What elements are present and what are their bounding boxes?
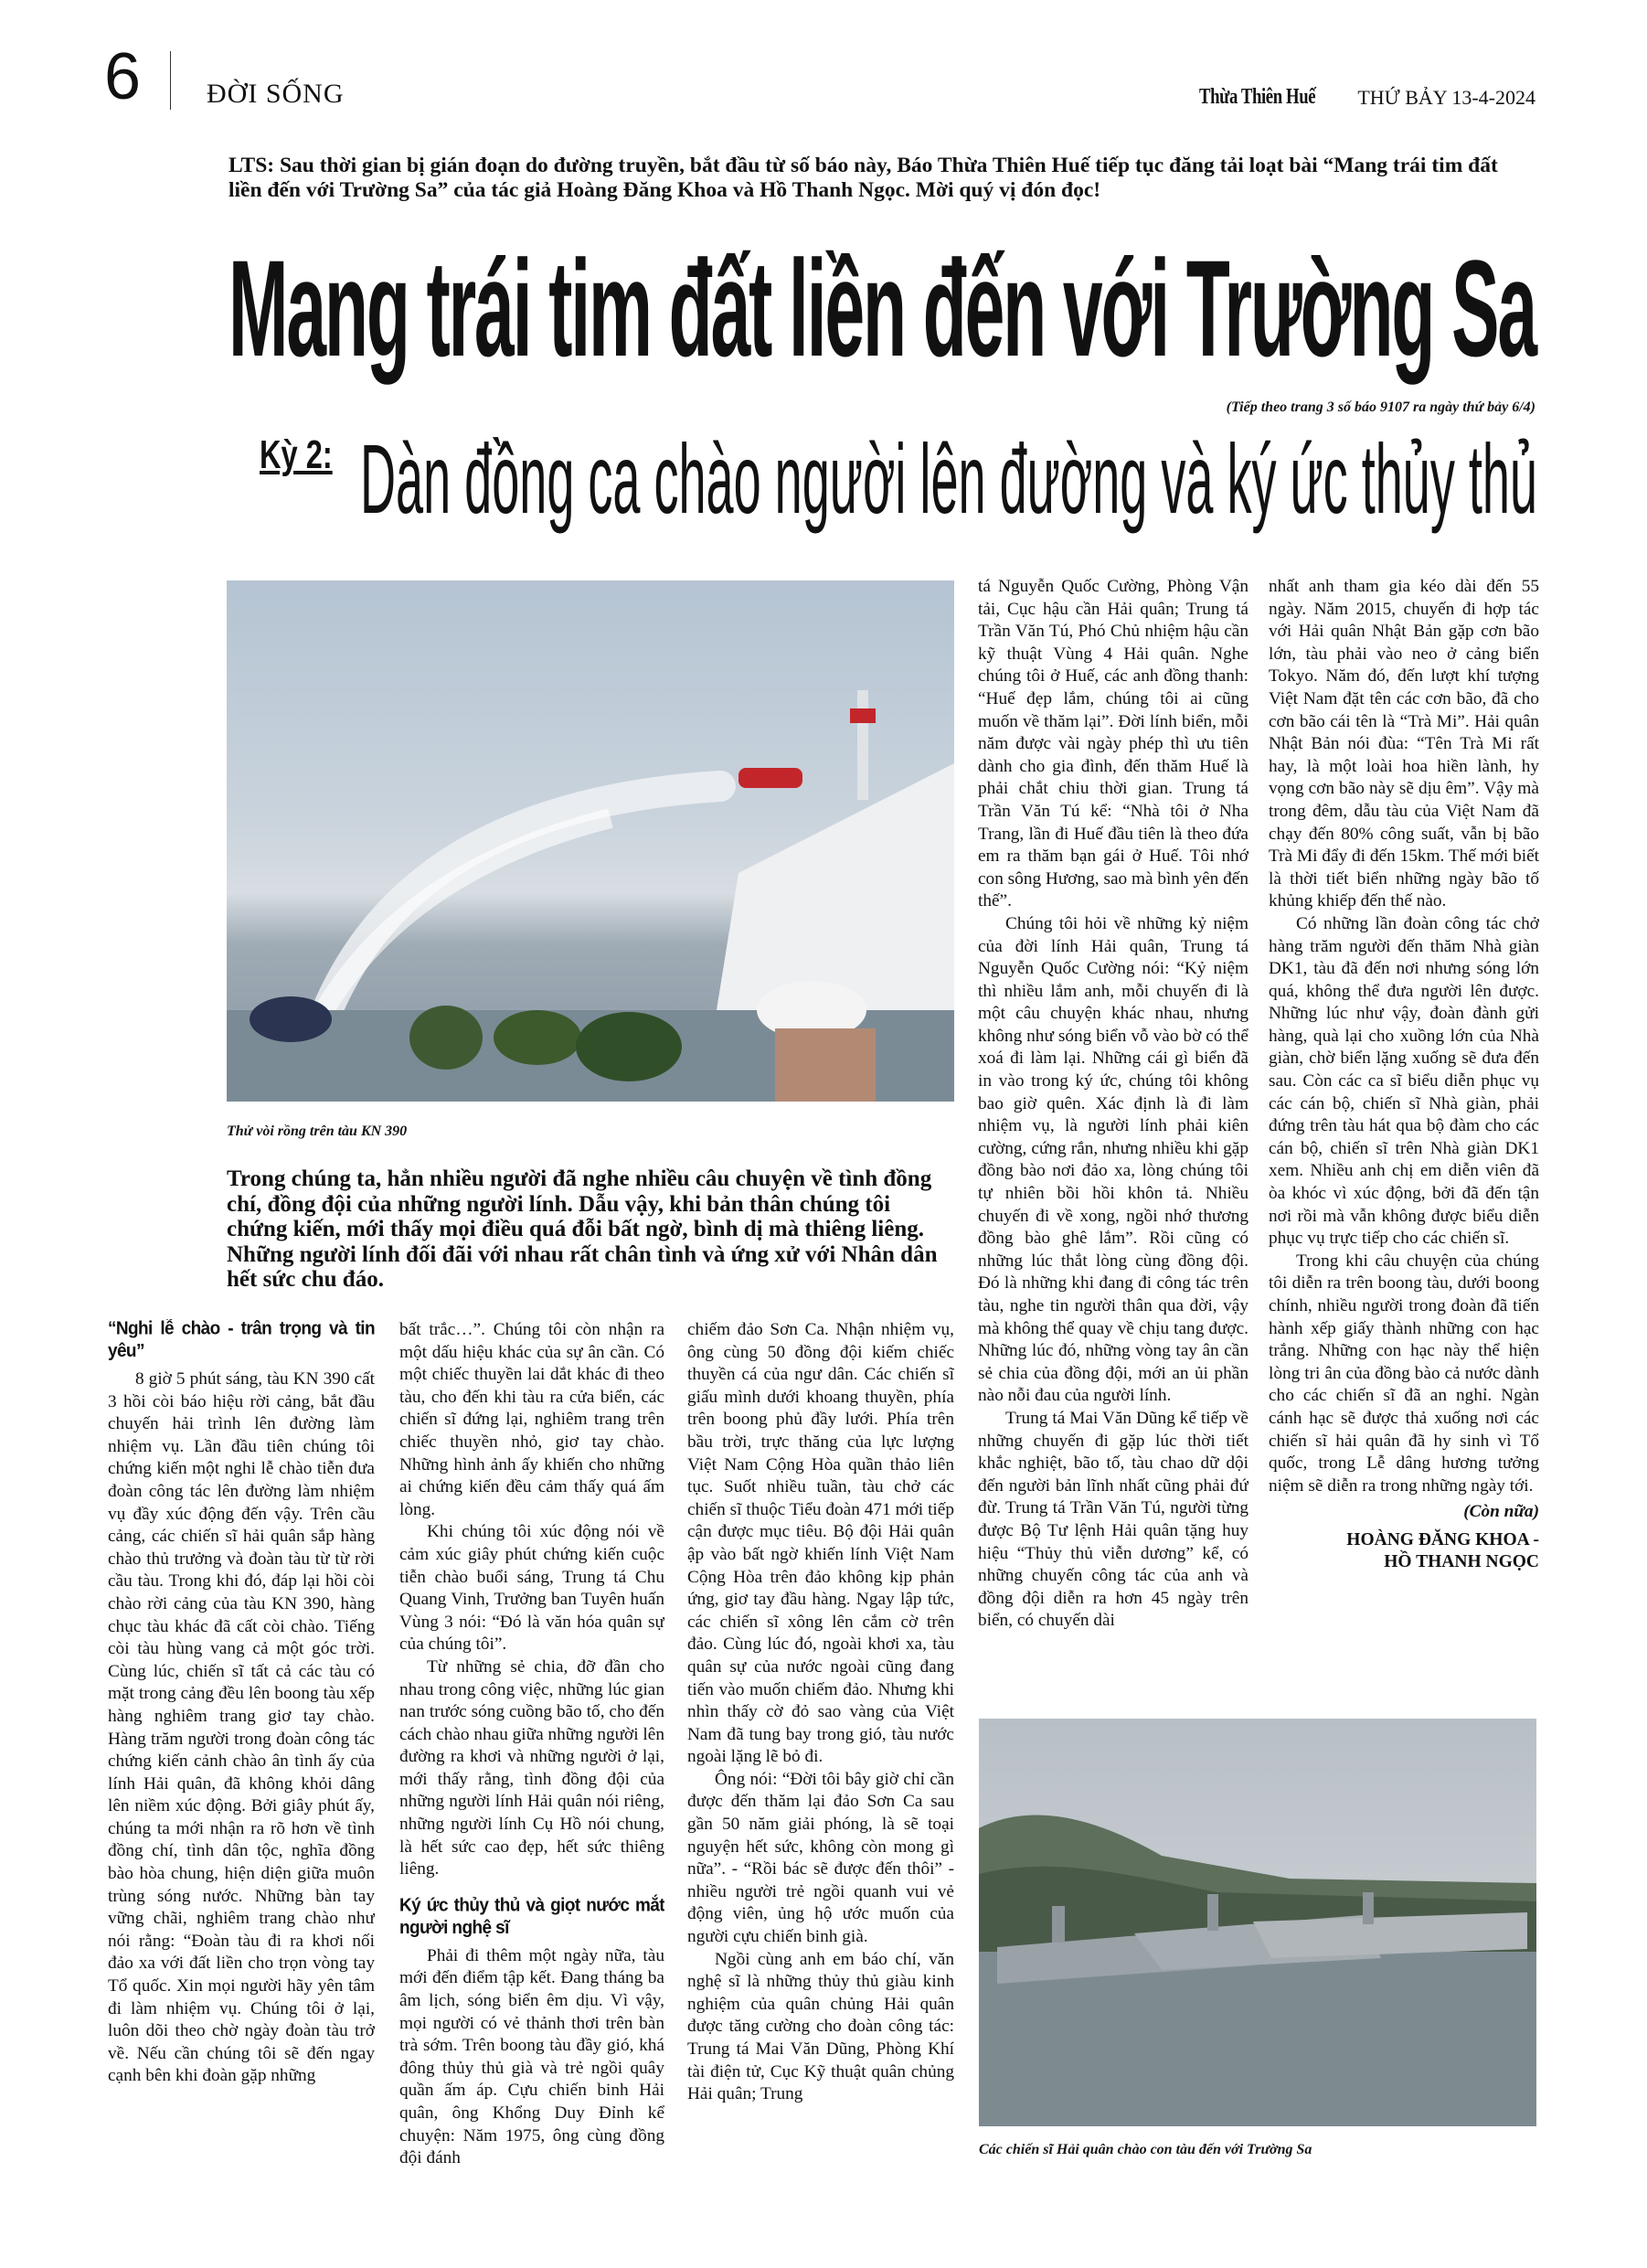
subheading: “Nghi lễ chào - trân trọng và tin yêu”: [108, 1319, 375, 1362]
paragraph: Chúng tôi hỏi về những kỷ niệm của đời lính Hải quân, Trung tá Nguyễn Quốc Cường nói: “Kỷ niệm thì nhiều lắm anh, mỗi chuyến đi là một câu chuyện khác nhau, nhưng không như sóng biển vỗ vào bờ có thể xoá đi làm lại. Những cái gì biển đã in vào trong ký ức, chúng tôi không bao giờ quên. Xác định là đi làm nhiệm vụ, là người lính phải kiên cường, cứng rắn, nhưng nhiều khi gặp đồng bào nơi đảo xa, lòng chúng tôi tự nhiên bồi hồi khôn tả. Nhiều chuyến đi về xong, ngồi nhớ thương đồng bào ghê lắm”. Rồi cũng có những lúc thắt lòng cùng đồng đội. Đó là những khi đang đi công tác trên tàu, nghe tin người thân qua đời, vậy mà không thể quay về chịu tang được. Những lúc đó, những vòng tay ân cần sẻ chia của đồng đội, mới an ủi phần nào nỗi đau của người lính.: [978, 913, 1249, 1406]
paragraph: Trong khi câu chuyện của chúng tôi diễn ra trên boong tàu, dưới boong chính, nhiều người trong đoàn đã tiến hành xếp giấy thành những con hạc trắng. Những con hạc này thể hiện lòng tri ân của đồng bào cả nước dành cho các chiến sĩ đã an nghỉ. Ngàn cánh hạc sẽ được thả xuống nơi các chiến sĩ hải quân đã hy sinh vì Tổ quốc, trong Lễ dâng hương tưởng niệm sẽ diễn ra trong những ngày tới.: [1269, 1251, 1539, 1496]
page-number: 6: [104, 40, 142, 113]
photo-water-cannon-illustration: [227, 580, 954, 1102]
article-column-5: [1269, 576, 1539, 1700]
header-divider: [170, 51, 171, 110]
paragraph: Khi chúng tôi xúc động nói về cảm xúc giây phút chứng kiến cuộc tiễn chào buổi sáng, Trung tá Chu Quang Vinh, Trưởng ban Tuyên huấn Vùng 3 nói: “Đó là văn hóa quân sự của chúng tôi”.: [399, 1522, 664, 1655]
continued-note: (Tiếp theo trang 3 số báo 9107 ra ngày thứ bảy 6/4): [1226, 399, 1535, 415]
photo-caption: Các chiến sĩ Hải quân chào con tàu đến với Trường Sa: [979, 2142, 1312, 2157]
section-name: ĐỜI SỐNG: [207, 79, 345, 109]
newspaper-name: Thừa Thiên Huế: [1199, 85, 1316, 109]
editor-note: LTS: Sau thời gian bị gián đoạn do đường truyền, bắt đầu từ số báo này, Báo Thừa Thiên Huế tiếp tục đăng tải loạt bài “Mang trái tim đất liền đến với Trường Sa” của tác giả Hoàng Đăng Khoa và Hồ Thanh Ngọc. Mời quý vị đón đọc!: [228, 154, 1498, 202]
paragraph-continued: chiếm đảo Sơn Ca. Nhận nhiệm vụ, ông cùng 50 đồng đội kiếm chiếc thuyền cá của ngư dân. Các chiến sĩ giấu mình dưới khoang thuyền, phía trên boong phủ đầy lưới. Phía trên bầu trời, trực thăng của lực lượng Việt Nam Cộng Hòa quần thảo liên tục. Suốt nhiều tuần, tàu chở các chiến sĩ thuộc Tiểu đoàn 471 mới tiếp cận được mục tiêu. Bộ đội Hải quân ập vào bất ngờ khiến lính Việt Nam Cộng Hòa trên đảo không kịp phản ứng, giơ tay đầu hàng. Ngay lập tức, các chiến sĩ xông lên cắm cờ trên đảo. Cùng lúc đó, ngoài khơi xa, tàu quân sự của nước ngoài cũng đang tiến vào muốn chiếm đảo. Nhưng khi nhìn thấy cờ đỏ sao vàng của Việt Nam đã tung bay trong gió, tàu nước ngoài lặng lẽ bỏ đi.: [687, 1320, 954, 1767]
paragraph: Có những lần đoàn công tác chở hàng trăm người đến thăm Nhà giàn DK1, tàu đã đến nơi nhưng sóng lớn quá, không thể đưa người lên được. Những lúc như vậy, đoàn đành gửi hàng, quà lại cho xuồng lớn của Nhà giàn, chờ biển lặng xuống sẽ đưa đến sau. Còn các ca sĩ biểu diễn phục vụ các cán bộ, chiến sĩ Nhà giàn, phải đứng trên tàu hát qua bộ đàm cho các cán bộ, chiến sĩ trên Nhà giàn DK1 xem. Nhiều anh chị em diễn viên đã òa khóc vì xúc động, bởi đã đến tận nơi rồi mà vẫn không được biểu diễn phục vụ trực tiếp cho các chiến sĩ.: [1269, 913, 1539, 1249]
subheading: Ký ức thủy thủ và giọt nước mắt người nghệ sĩ: [399, 1895, 664, 1938]
paragraph: 8 giờ 5 phút sáng, tàu KN 390 cất 3 hồi còi báo hiệu rời cảng, bắt đầu chuyến hải trình lên đường làm nhiệm vụ. Lần đầu tiên chúng tôi chứng kiến một nghi lễ chào tiễn đưa đoàn công tác lên đường làm nhiệm vụ đầy xúc động đến vậy. Trên cầu cảng, các chiến sĩ hải quân sắp hàng chào thủ trưởng và đoàn tàu từ từ rời cầu tàu. Trong khi đó, đáp lại hồi còi chào rời cảng của tàu KN 390, hàng chục tàu khác đã cất còi chào. Tiếng còi tàu hùng vang cả một góc trời. Cùng lúc, chiến sĩ tất cả các tàu có mặt trong cảng đều lên boong tàu xếp hàng nghiêm trang giơ tay chào. Hàng trăm người trong đoàn công tác chứng kiến cảnh chào ân tình ấy của lính Hải quân, đã không khỏi dâng lên niềm xúc động. Bởi giây phút ấy, chúng ta mới nhận ra rõ hơn về tình đồng chí, tình dân tộc, nghĩa đồng bào hòa chung, hiện diện giữa muôn trùng sóng nước. Những bàn tay vững chãi, nghiêm trang chào như nói rằng: “Đoàn tàu đi ra khơi nối đảo xa với đất liền cho trọn vòng tay Tổ quốc. Xin mọi người hãy yên tâm đi làm nhiệm vụ. Chúng tôi ở lại, luôn dõi theo chờ ngày đoàn tàu trở về. Nếu cần chúng tôi sẽ đến ngay cạnh bên khi đoàn gặp những: [108, 1369, 375, 2086]
article-title: Mang trái tim đất liền đến với Trường Sa: [228, 231, 1535, 385]
article-column-1: [108, 1319, 375, 2174]
paragraph: Ông nói: “Đời tôi bây giờ chỉ cần được đến thăm lại đảo Sơn Ca sau gần 50 năm giải phóng, là sẽ toại nguyện hết sức, không còn mong gì nữa”. - “Rồi bác sẽ được đến thôi” - nhiều người trẻ ngồi quanh vui vẻ động viên, ủng hộ ước muốn của người cựu chiến binh già.: [687, 1769, 954, 1947]
article-column-4: [978, 576, 1249, 1700]
paragraph-continued: bất trắc…”. Chúng tôi còn nhận ra một dấu hiệu khác của sự ân cần. Có một chiếc thuyền lai dắt khác đi theo tàu, cho đến khi tàu ra cửa biển, các chiến sĩ đứng lại, nghiêm trang trên chiếc thuyền nhỏ, giơ tay chào. Những hình ảnh ấy khiến cho những ai chứng kiến đều cảm thấy quá ấm lòng.: [399, 1320, 664, 1519]
author-byline: HỒ THANH NGỌC: [1384, 1551, 1539, 1571]
photo-naval-ships-illustration: [979, 1719, 1536, 2126]
photo-naval-ships: [979, 1719, 1536, 2126]
article-column-2: [399, 1319, 664, 2174]
article-column-3: [687, 1319, 954, 2174]
photo-caption: Thử vòi rồng trên tàu KN 390: [227, 1123, 408, 1139]
article-lead: Trong chúng ta, hẳn nhiều người đã nghe nhiều câu chuyện về tình đồng chí, đồng đội của những người lính. Dẫu vậy, khi bản thân chúng tôi chứng kiến, mới thấy mọi điều quá đỗi bất ngờ, bình dị mà thiêng liêng. Những người lính đối đãi với nhau rất chân tình và ứng xử với Nhân dân hết sức chu đáo.: [227, 1166, 938, 1292]
part-label: Kỳ 2:: [260, 432, 333, 477]
paragraph: Phải đi thêm một ngày nữa, tàu mới đến điểm tập kết. Đang tháng ba âm lịch, sóng biển êm dịu. Vì vậy, mọi người có vẻ thảnh thơi trên bàn trà sớm. Trên boong tàu đầy gió, khá đông thủy thủ già và trẻ ngồi quây quần ấm áp. Cựu chiến binh Hải quân, ông Khổng Duy Đỉnh kể chuyện: Năm 1975, ông cùng đồng đội đánh: [399, 1945, 664, 2168]
article-subtitle: Dàn đồng ca chào người lên đường và ký ức thủy thủ: [360, 423, 1538, 534]
paragraph-continued: nhất anh tham gia kéo dài đến 55 ngày. Năm 2015, chuyến đi hợp tác với Hải quân Nhật Bản gặp cơn bão lớn, tàu phải vào neo ở cảng biển Tokyo. Năm đó, đến lượt khí tượng Việt Nam đặt tên các cơn bão, đã cho cơn bão cái tên là “Trà Mi”. Hải quân Nhật Bản nói đùa: “Tên Trà Mi rất hay, là một loài hoa hiền lành, hy vọng cơn bão này sẽ dịu êm”. Vậy mà trong đêm, dẫu tàu của Việt Nam đã chạy đến 80% công suất, vẫn bị bão Trà Mi đẩy đi đến 15km. Thế mới biết là thời tiết biển những ngày bão tố khủng khiếp đến thế nào.: [1269, 577, 1539, 911]
photo-water-cannon: [227, 580, 954, 1102]
paragraph: Ngồi cùng anh em báo chí, văn nghệ sĩ là những thủy thủ giàu kinh nghiệm của quân chủng Hải quân được tăng cường cho đoàn công tác: Trung tá Mai Văn Dũng, Phòng Khí tài điện tử, Cục Kỹ thuật quân chủng Hải quân; Trung: [687, 1949, 954, 2104]
issue-date: THỨ BẢY 13-4-2024: [1357, 86, 1535, 109]
to-be-continued: (Còn nữa): [1463, 1502, 1539, 1522]
author-byline: HOÀNG ĐĂNG KHOA -: [1346, 1529, 1539, 1549]
paragraph: Từ những sẻ chia, đỡ đần cho nhau trong công việc, những lúc gian nan trước sóng cuồng bão tố, cho đến cách chào nhau giữa những người lên đường ra khơi và những người ở lại, mới thấy rằng, tình đồng đội của những người lính Hải quân nói riêng, những người lính Cụ Hồ nói chung, là hết sức cao đẹp, hết sức thiêng liêng.: [399, 1656, 664, 1879]
paragraph: Trung tá Mai Văn Dũng kể tiếp về những chuyến đi gặp lúc thời tiết khắc nghiệt, bão tố, tàu chao dữ dội đến người bản lĩnh nhất cũng phải đứ đừ. Trung tá Trần Văn Tú, người từng được Bộ Tư lệnh Hải quân tặng huy hiệu “Thủy thủ viễn dương” kể, có những chuyến công tác của anh và đồng đội diễn ra hơn 45 ngày trên biển, có chuyến dài: [978, 1408, 1249, 1631]
paragraph-continued: tá Nguyễn Quốc Cường, Phòng Vận tải, Cục hậu cần Hải quân; Trung tá Trần Văn Tú, Phó Chủ nhiệm hậu cần kỹ thuật Vùng 4 Hải quân. Nghe chúng tôi ở Huế, các anh đồng thanh: “Huế đẹp lắm, chúng tôi ai cũng muốn về thăm lại”. Đời lính biển, mỗi năm được vài ngày phép thì ưu tiên dành cho gia đình, đến thăm Huế là phải chắt chiu thời gian. Trung tá Trần Văn Tú kể: “Nhà tôi ở Nha Trang, lần đi Huế đầu tiên là theo đứa em ra thăm bạn gái ở Huế. Tôi nhớ con sông Hương, sao mà bình yên đến thế”.: [978, 577, 1249, 911]
